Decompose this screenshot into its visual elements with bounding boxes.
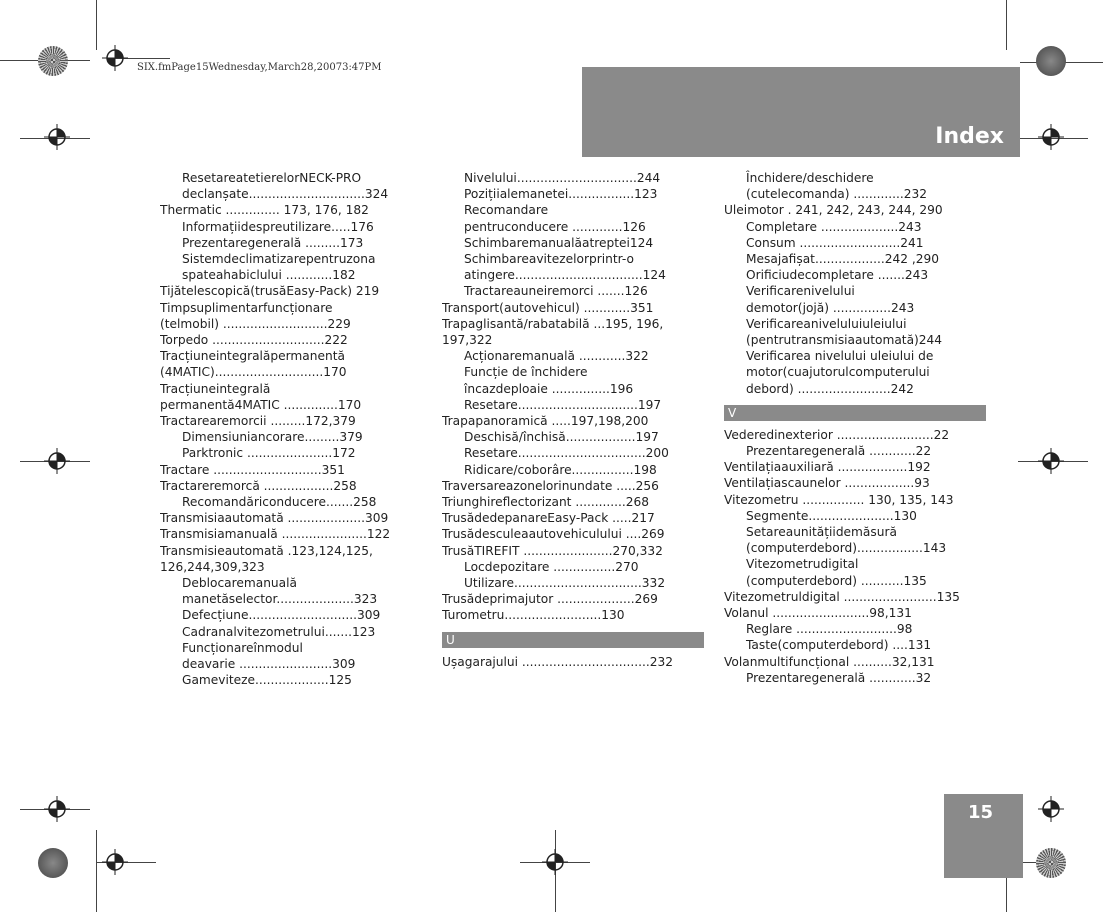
index-entry: Turometru.........................130 [442, 608, 625, 623]
index-subentry: Dimensiuniancorare.........379 [182, 430, 363, 445]
index-subentry: Recomandăriconducere.......258 [182, 495, 377, 510]
index-subentry: Deschisă/închisă..................197 [464, 430, 659, 445]
crop-line [1006, 0, 1007, 50]
index-subentry: motor(cuajutorulcomputerului [746, 365, 930, 380]
index-entry: (telmobil) ...........................229 [160, 316, 351, 331]
index-subentry: Verificarea nivelului uleiului de [746, 349, 934, 364]
index-subentry: Reglare ..........................98 [746, 622, 913, 637]
index-subentry: Orificiudecompletare .......243 [746, 268, 929, 283]
index-entry: Transmisiamanuală ......................122 [160, 527, 391, 542]
index-entry: Vederedinexterior .........................22 [724, 427, 950, 442]
index-subentry: Gameviteze...................125 [182, 673, 352, 688]
index-subentry: Pozițiialemanetei.................123 [464, 187, 658, 202]
index-subentry: Închidere/deschidere [746, 171, 874, 185]
section-title: Index [935, 124, 1004, 149]
registration-target-icon [102, 849, 128, 875]
index-subentry: Taste(computerdebord) ....131 [746, 638, 932, 653]
index-entry: Tractarearemorcii .........172,379 [160, 414, 356, 429]
entry-list [442, 170, 704, 624]
index-subentry: Parktronic ......................172 [182, 446, 356, 461]
letter-heading-v: V [724, 405, 986, 421]
index-entry: TrusăTIREFIT .......................270,332 [442, 543, 663, 558]
index-entry: Tractareremorcă ..................258 [160, 478, 357, 493]
index-subentry: Deblocaremanuală [182, 576, 297, 591]
index-column-1 [160, 170, 410, 689]
index-entry: Vitezometru ................ 130, 135, 143 [724, 492, 954, 507]
index-entry: Transport(autovehicul) ............351 [442, 300, 654, 315]
index-subentry: (computerdebord).................143 [746, 541, 947, 556]
calibration-disc-icon [1036, 848, 1066, 878]
index-subentry: Acționaremanuală ............322 [464, 349, 649, 364]
index-entry: (4MATIC)............................170 [160, 365, 347, 380]
index-subentry: atingere.................................124 [464, 268, 666, 283]
index-entry: permanentă4MATIC ..............170 [160, 397, 362, 412]
crop-line [96, 0, 97, 50]
index-column-3 [724, 170, 986, 686]
index-subentry: Resetare.................................200 [464, 446, 669, 461]
index-subentry: Locdepozitare ................270 [464, 559, 639, 574]
calibration-disc-icon [38, 46, 68, 76]
index-subentry: manetăselector....................323 [182, 592, 378, 607]
registration-target-icon [1038, 796, 1064, 822]
file-info-header: SIX.fmPage15Wednesday,March28,20073:47PM [137, 62, 382, 73]
index-subentry: (pentrutransmisiaautomată)244 [746, 333, 943, 348]
index-subentry: Vitezometrudigital [746, 557, 859, 572]
index-entry: Triunghireflectorizant .............268 [442, 495, 649, 510]
entry-list [724, 427, 986, 686]
index-entry: Trapaglisantă/rabatabilă ...195, 196, [442, 316, 664, 331]
entry-list [442, 654, 704, 670]
index-subentry: Funcție de închidere [464, 365, 588, 380]
index-subentry: Verificareaniveluluiuleiului [746, 316, 907, 331]
registration-target-icon [44, 448, 70, 474]
index-entry: Traversareazonelorinundate .....256 [442, 478, 659, 493]
index-banner [582, 67, 1020, 157]
calibration-disc-icon [1036, 46, 1066, 76]
index-subentry: Informațiidespreutilizare.....176 [182, 219, 374, 234]
index-subentry: spateahabiclului ............182 [182, 268, 356, 283]
registration-target-icon [542, 849, 568, 875]
index-subentry: Funcționareînmodul [182, 640, 303, 655]
index-entry: Trusădeprimajutor ....................269 [442, 592, 658, 607]
index-entry: Volanul .........................98,131 [724, 606, 912, 621]
index-subentry: declanșate..............................324 [182, 187, 389, 202]
entry-list [724, 170, 986, 397]
index-entry: Ventilațiaauxiliară ..................192 [724, 460, 931, 475]
index-subentry: (cutelecomanda) .............232 [746, 187, 928, 202]
registration-target-icon [1038, 448, 1064, 474]
index-subentry: Ridicare/coborâre................198 [464, 462, 657, 477]
index-subentry: Prezentaregenerală .........173 [182, 235, 364, 250]
index-entry: Tijătelescopică(trusăEasy-Pack) 219 [160, 284, 380, 299]
index-subentry: Schimbareavitezelorprintr-o [464, 252, 634, 267]
index-entry: TrusădedepanareEasy-Pack .....217 [442, 511, 655, 526]
index-subentry: Consum ..........................241 [746, 235, 924, 250]
index-subentry: Verificarenivelului [746, 284, 855, 299]
index-subentry: Completare ....................243 [746, 219, 922, 234]
index-entry: Trapapanoramică .....197,198,200 [442, 414, 649, 429]
index-subentry: Defecțiune............................309 [182, 608, 381, 623]
index-entry: 197,322 [442, 333, 493, 348]
index-entry: Transmisiaautomată ....................309 [160, 511, 389, 526]
index-entry: Tracțiuneintegrală [160, 381, 271, 396]
letter-heading-u: U [442, 632, 704, 648]
registration-target-icon [1038, 124, 1064, 150]
index-subentry: Tractareauneiremorci .......126 [464, 284, 648, 299]
index-entry: Timpsuplimentarfuncționare [160, 300, 333, 315]
registration-target-icon [44, 796, 70, 822]
index-entry: Thermatic .............. 173, 176, 182 [160, 203, 369, 218]
index-entry: Trusădesculeaautovehiculului ....269 [442, 527, 665, 542]
index-entry: Transmisieautomată .123,124,125, [160, 543, 373, 558]
index-subentry: pentruconducere .............126 [464, 219, 646, 234]
registration-target-icon [102, 45, 128, 71]
index-entry: Ușagarajului .................................232 [442, 654, 674, 669]
crop-line [96, 830, 97, 912]
entry-list [160, 170, 410, 689]
index-subentry: deavarie ........................309 [182, 657, 356, 672]
index-entry: Tracțiuneintegralăpermanentă [160, 349, 345, 364]
index-entry: Uleimotor . 241, 242, 243, 244, 290 [724, 203, 943, 218]
registration-target-icon [44, 124, 70, 150]
index-subentry: Sistemdeclimatizarepentruzona [182, 252, 376, 267]
index-subentry: Utilizare.................................332 [464, 576, 666, 591]
page-number: 15 [968, 802, 994, 823]
index-subentry: Schimbaremanualăatreptei124 [464, 235, 654, 250]
index-subentry: Nivelului...............................244 [464, 171, 661, 185]
index-subentry: Resetare...............................197 [464, 397, 662, 412]
index-column-2 [442, 170, 704, 670]
index-subentry: ResetareatetierelorNECK-PRO [182, 171, 362, 185]
calibration-disc-icon [38, 848, 68, 878]
index-entry: Vitezometruldigital ........................135 [724, 589, 960, 604]
index-subentry: Prezentaregenerală ............32 [746, 670, 932, 685]
index-subentry: încazdeploaie ...............196 [464, 381, 634, 396]
index-entry: Torpedo .............................222 [160, 333, 348, 348]
index-subentry: Mesajafișat..................242 ,290 [746, 252, 939, 267]
index-entry: Ventilațiascaunelor ..................93 [724, 476, 930, 491]
index-subentry: debord) ........................242 [746, 381, 914, 396]
index-subentry: Recomandare [464, 203, 549, 218]
index-subentry: (computerdebord) ...........135 [746, 573, 927, 588]
index-entry: Tractare ............................351 [160, 462, 345, 477]
page-number-box [944, 794, 1023, 878]
index-subentry: Segmente......................130 [746, 508, 917, 523]
index-subentry: Prezentaregenerală ............22 [746, 444, 932, 459]
index-entry: Volanmultifuncțional ..........32,131 [724, 654, 935, 669]
index-subentry: Setareaunitățiidemăsură [746, 525, 897, 540]
index-entry: 126,244,309,323 [160, 559, 265, 574]
index-subentry: Cadranalvitezometrului.......123 [182, 624, 376, 639]
index-subentry: demotor(jojă) ...............243 [746, 300, 915, 315]
